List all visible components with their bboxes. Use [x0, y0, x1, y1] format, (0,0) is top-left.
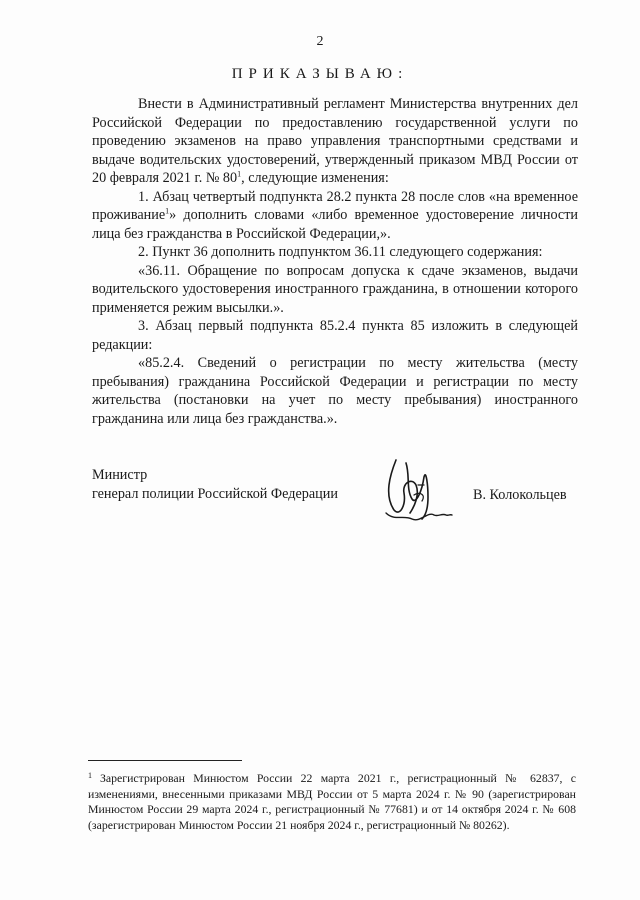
footnote: [88, 768, 576, 833]
paragraph-intro: Внести в Административный регламент Министерства внутренних дел Российской Федерации по предоставлению государственной услуги по проведению экзаменов на право управления транспортными средствами и выдаче водительских удостоверений, утвержденный приказом МВД России от 20 февраля 2021 г. № $80^1$, следующие изменения:: [92, 96, 578, 186]
order-heading: ПРИКАЗЫВАЮ:: [231, 66, 409, 82]
paragraph-item-1: 1. Абзац четвертый подпункта 28.2 пункта 28 после слов «на временное проживание$^1$» дополнить словами «либо временное удостоверение личности лица без гражданства в Российской Федерации,».: [92, 188, 578, 242]
footnote-ref: 1: [165, 206, 170, 216]
paragraph-quote-85-2-4: «85.2.4. Сведений о регистрации по месту жительства (месту пребывания) гражданина Российской Федерации и регистрации по месту жительства (постановки на учет по месту пребывания) иностранного гражданина или лица без гражданства.».: [92, 355, 578, 427]
paragraph-item-3: 3. Абзац первый подпункта 85.2.4 пункта 85 изложить в следующей редакции:: [92, 318, 578, 353]
handwritten-signature: [376, 455, 456, 525]
order-body: [92, 95, 578, 428]
footnote-mark: 1: [88, 771, 92, 780]
page-number: 2: [316, 34, 324, 49]
footnote-ref: 1: [237, 169, 242, 179]
signer-name: В. Колокольцев: [473, 487, 567, 503]
signer-title: Министр: [92, 467, 148, 483]
paragraph-quote-36-11: «36.11. Обращение по вопросам допуска к сдаче экзаменов, выдачи водительского удостоверения иностранного гражданина, в отношении которого применяется режим высылки.».: [92, 262, 578, 316]
footnote-text: Зарегистрирован Минюстом России 22 марта 2021 г., регистрационный № 62837, с изменениями, внесенными приказами МВД России от 5 марта 2024 г. № 90 (зарегистрирован Минюстом России 29 марта 2024 г., регистрационный № 77681) и от 14 октября 2024 г. № 608 (зарегистрирован Минюстом России 21 ноября 2024 г., регистрационный № 80262).: [88, 771, 576, 832]
signer-position: [92, 466, 338, 504]
paragraph-item-2: 2. Пункт 36 дополнить подпунктом 36.11 следующего содержания:: [138, 244, 543, 260]
footnote-divider: [88, 760, 242, 761]
signer-rank: генерал полиции Российской Федерации: [92, 486, 338, 502]
